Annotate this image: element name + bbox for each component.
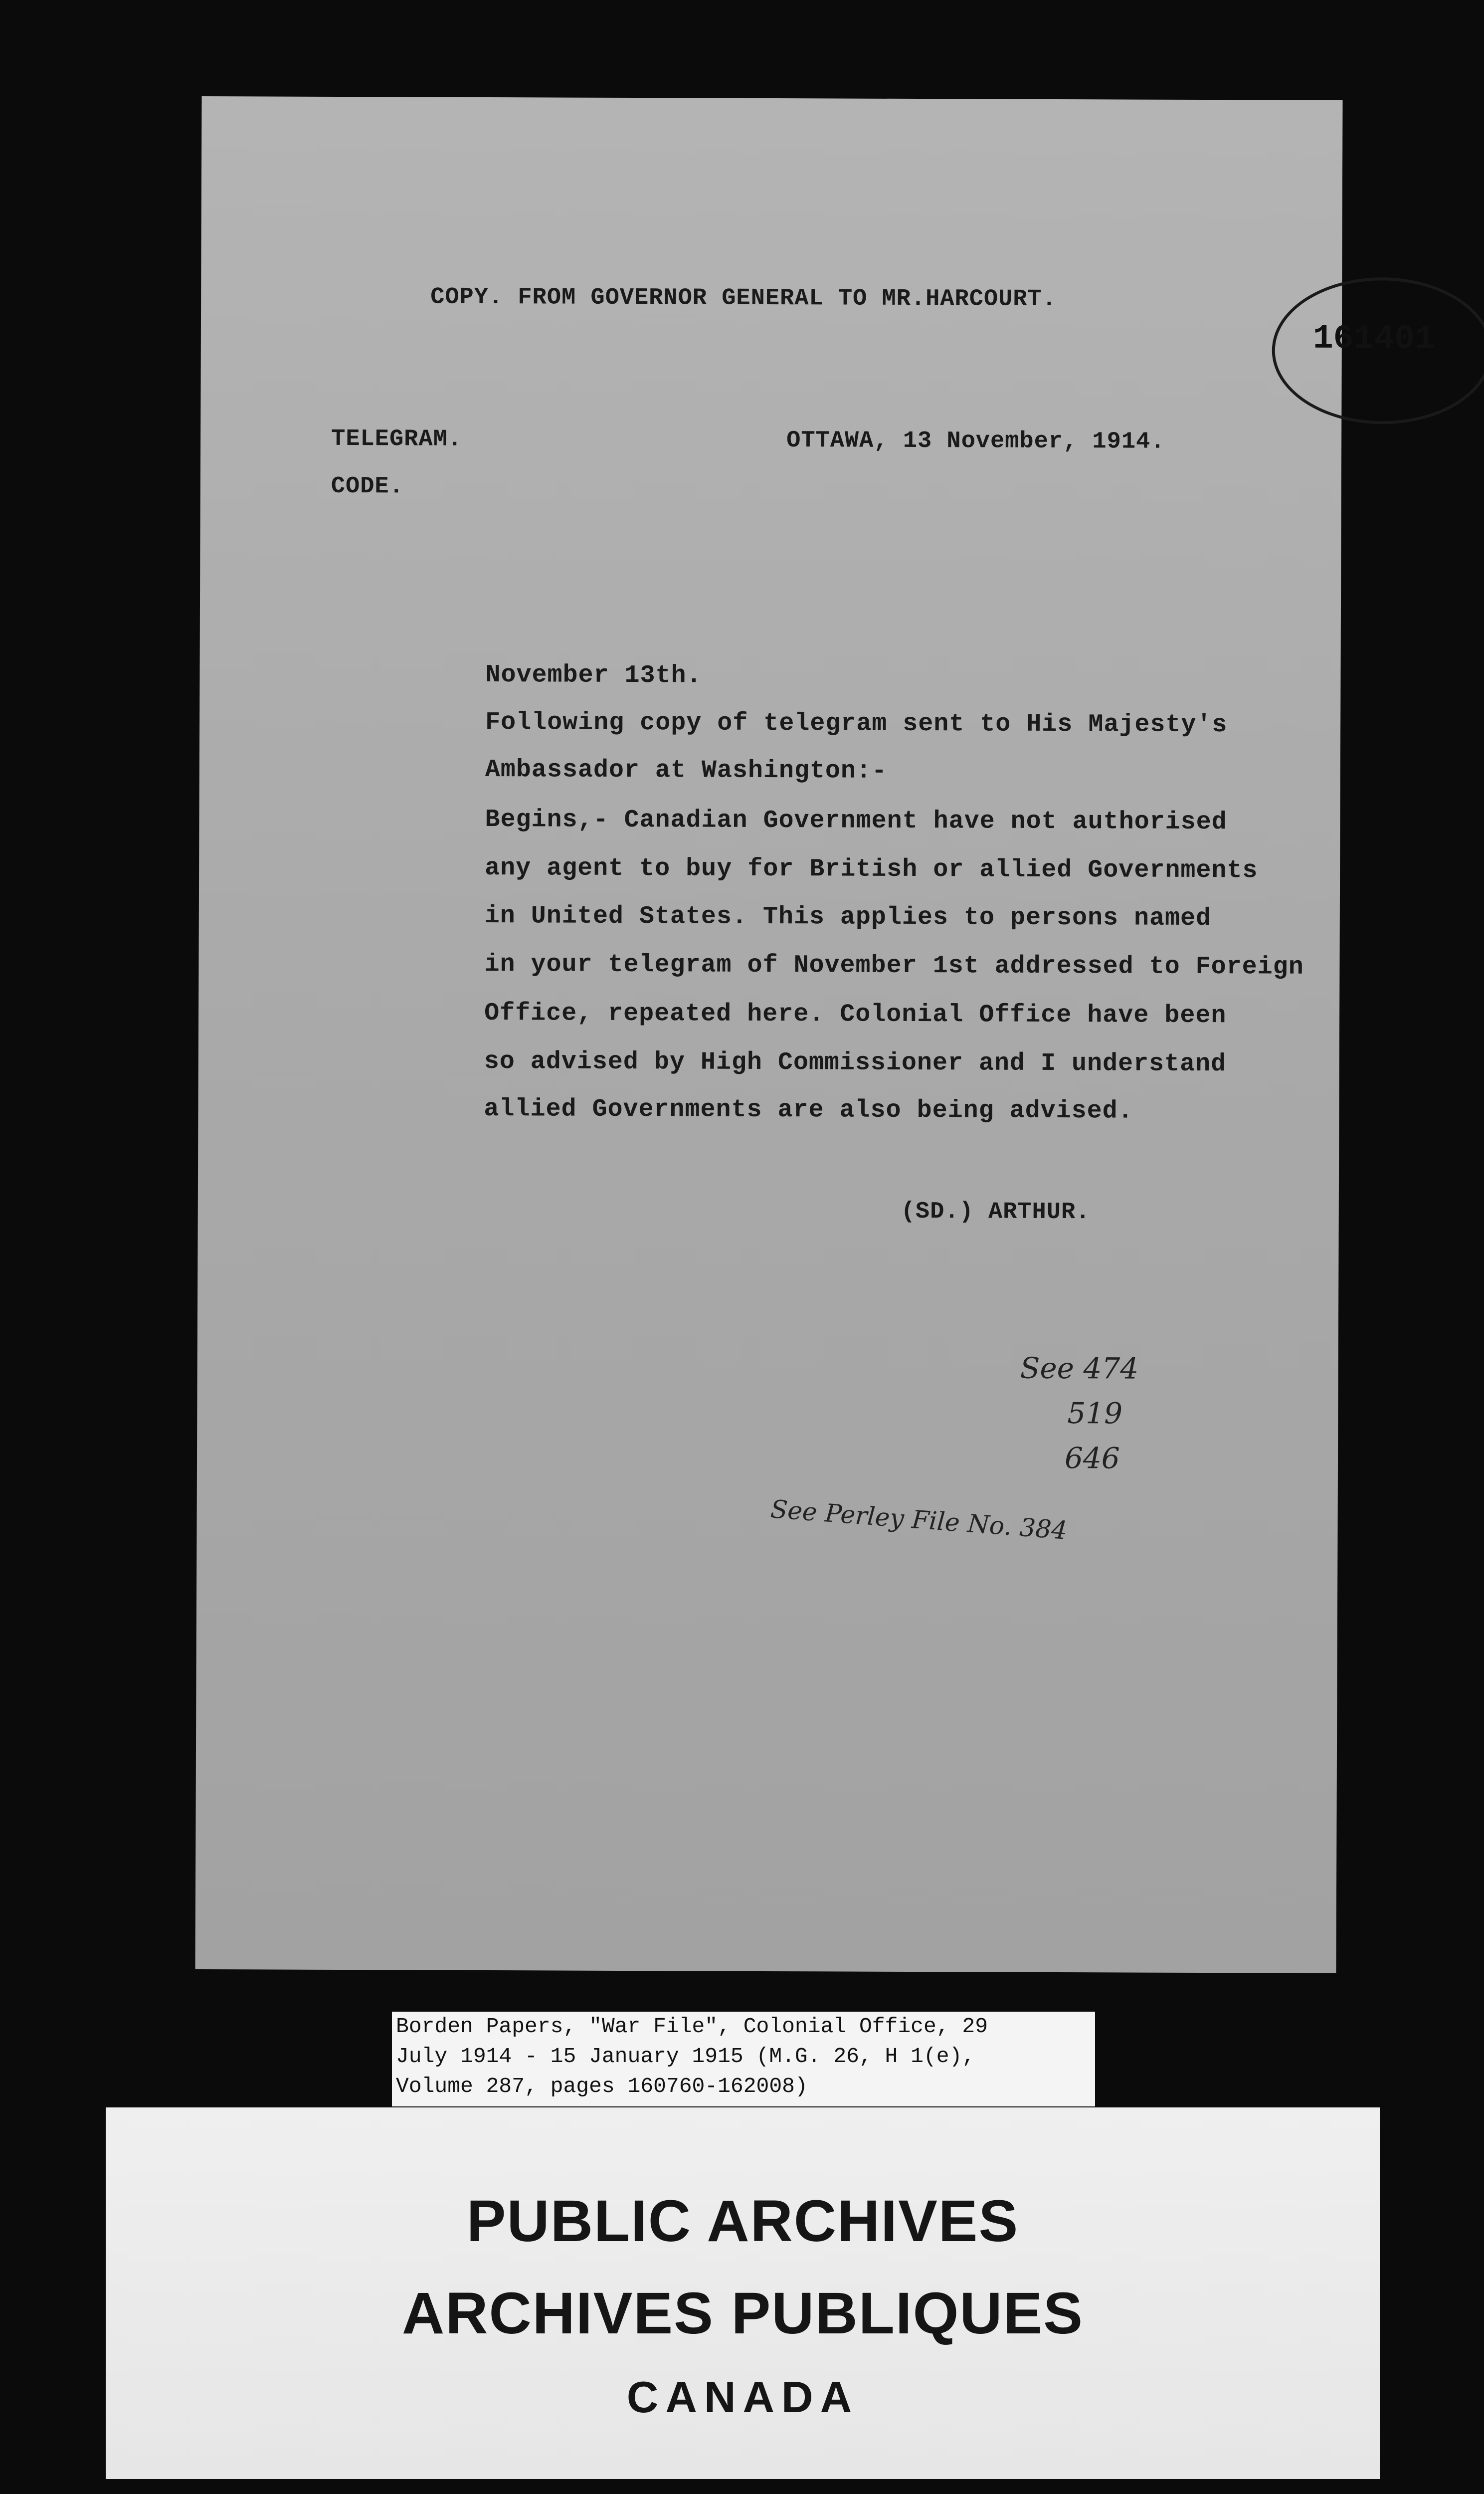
- archive-line-country: CANADA: [626, 2372, 859, 2422]
- reference-line: Borden Papers, "War File", Colonial Office, 29: [396, 2014, 988, 2039]
- body-line: Following copy of telegram sent to His Majesty's: [485, 708, 1228, 740]
- body-line: Begins,- Canadian Government have not authorised: [485, 806, 1227, 837]
- reference-line: Volume 287, pages 160760-162008): [396, 2074, 808, 2098]
- body-line: so advised by High Commissioner and I understand: [484, 1047, 1227, 1079]
- place-date: OTTAWA, 13 November, 1914.: [786, 427, 1165, 455]
- reference-line: July 1914 - 15 January 1915 (M.G. 26, H 1(e),: [396, 2044, 975, 2069]
- body-line: allied Governments are also being advised.: [484, 1095, 1133, 1126]
- signature: (SD.) ARTHUR.: [901, 1198, 1091, 1226]
- body-line: any agent to buy for British or allied Governments: [485, 854, 1258, 885]
- handwritten-note: 646: [1064, 1441, 1120, 1475]
- handwritten-perley-note: See Perley File No. 384: [769, 1494, 1069, 1545]
- body-line: in United States. This applies to persons named: [484, 902, 1212, 933]
- body-line: Ambassador at Washington:-: [485, 756, 888, 786]
- handwritten-note: See 474: [1020, 1351, 1139, 1386]
- reference-label: [392, 2012, 1095, 2106]
- document-header: COPY. FROM GOVERNOR GENERAL TO MR.HARCOURT.: [430, 284, 1057, 313]
- telegram-document: [195, 96, 1435, 1973]
- body-line: Office, repeated here. Colonial Office have been: [484, 999, 1227, 1031]
- handwritten-note: 519: [1067, 1396, 1123, 1431]
- body-line: November 13th.: [485, 661, 702, 690]
- telegram-label: TELEGRAM.: [331, 425, 463, 453]
- archive-line-french: ARCHIVES PUBLIQUES: [402, 2281, 1084, 2346]
- archive-card: [106, 2107, 1380, 2479]
- file-number: 161401: [1312, 319, 1435, 359]
- archive-line-english: PUBLIC ARCHIVES: [466, 2188, 1019, 2254]
- body-line: in your telegram of November 1st addressed to Foreign: [484, 950, 1304, 982]
- code-label: CODE.: [331, 473, 404, 500]
